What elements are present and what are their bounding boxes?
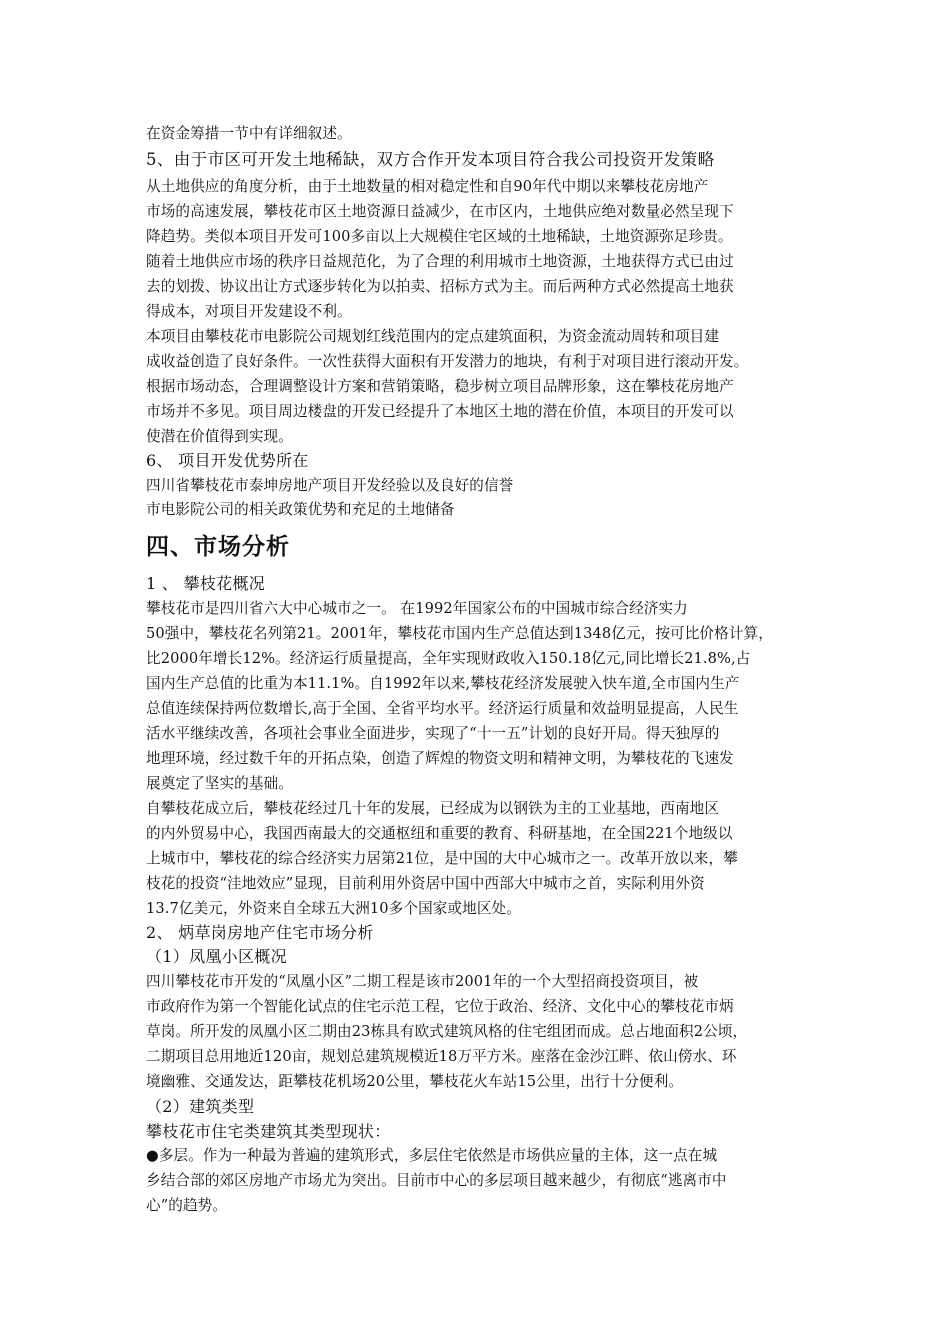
paragraph-line: 乡结合部的郊区房地产市场尤为突出。目前市中心的多层项目越来越少，有彻底“逃离市中 — [146, 1172, 727, 1189]
bullet-line: ●多层。作为一种最为普遍的建筑形式，多层住宅依然是市场供应量的主体，这一点在城 — [146, 1147, 718, 1164]
paragraph-line: 上城市中，攀枝花的综合经济实力居第21位，是中国的大中心城市之一。改革开放以来，攀 — [146, 850, 738, 867]
paragraph-line: 在资金筹措一节中有详细叙述。 — [146, 125, 352, 142]
subheading-6: 6、 项目开发优势所在 — [146, 451, 309, 470]
paragraph-line: 市场并不多见。项目周边楼盘的开发已经提升了本地区土地的潜在价值，本项目的开发可以 — [146, 403, 734, 420]
paragraph-line: 成收益创造了良好条件。一次性获得大面积有开发潜力的地块，有利于对项目进行滚动开发。 — [146, 353, 749, 370]
subheading-5: 5、由于市区可开发土地稀缺，双方合作开发本项目符合我公司投资开发策略 — [146, 150, 715, 169]
paragraph-line: 展奠定了坚实的基础。 — [146, 775, 293, 792]
paragraph-line: 国内生产总值的比重为本11.1%。自1992年以来,攀枝花经济发展驶入快车道,全市国内生产 — [146, 675, 740, 692]
subheading-building-types: 攀枝花市住宅类建筑其类型现状： — [146, 1122, 391, 1141]
subheading-2-1: （1）凤凰小区概况 — [146, 947, 287, 966]
paragraph-line: 比2000年增长12%。经济运行质量提高，全年实现财政收入150.18亿元,同比增长21.8%,占 — [146, 650, 751, 667]
paragraph-line: 根据市场动态，合理调整设计方案和营销策略，稳步树立项目品牌形象，这在攀枝花房地产 — [146, 378, 734, 395]
paragraph-line: 境幽雅、交通发达，距攀枝花机场20公里，攀枝花火车站15公里，出行十分便利。 — [146, 1073, 684, 1090]
subheading-2: 2、 炳草岗房地产住宅市场分析 — [146, 923, 374, 942]
paragraph-line: 四川攀枝花市开发的“凤凰小区”二期工程是该市2001年的一个大型招商投资项目，被 — [146, 973, 699, 990]
paragraph-line: 降趋势。类似本项目开发可100多亩以上大规模住宅区域的土地稀缺，土地资源弥足珍贵。 — [146, 228, 733, 245]
paragraph-line: 去的划拨、协议出让方式逐步转化为以拍卖、招标方式为主。而后两种方式必然提高土地获 — [146, 278, 734, 295]
paragraph-line: 13.7亿美元，外资来自全球五大洲10多个国家或地区处。 — [146, 900, 521, 917]
paragraph-line: 使潜在价值得到实现。 — [146, 428, 293, 445]
paragraph-line: 地理环境，经过数千年的开拓点染，创造了辉煌的物资文明和精神文明，为攀枝花的飞速发 — [146, 750, 734, 767]
subheading-2-2: （2）建筑类型 — [146, 1097, 255, 1116]
paragraph-line: 50强中，攀枝花名列第21。2001年，攀枝花市国内生产总值达到1348亿元，按可比价格计算， — [146, 625, 773, 642]
subheading-1: 1 、 攀枝花概况 — [146, 574, 266, 593]
paragraph-line: 随着土地供应市场的秩序日益规范化，为了合理的利用城市土地资源，土地获得方式已由过 — [146, 253, 734, 270]
paragraph-line: 的内外贸易中心，我国西南最大的交通枢纽和重要的教育、科研基地，在全国221个地级以 — [146, 825, 733, 842]
paragraph-line: 市场的高速发展，攀枝花市区土地资源日益减少，在市区内，土地供应绝对数量必然呈现下 — [146, 203, 734, 220]
section-heading-market-analysis: 四、市场分析 — [146, 534, 290, 560]
paragraph-line: 从土地供应的角度分析，由于土地数量的相对稳定性和自90年代中期以来攀枝花房地产 — [146, 178, 709, 195]
paragraph-line: 总值连续保持两位数增长,高于全国、全省平均水平。经济运行质量和效益明显提高，人民生 — [146, 700, 739, 717]
paragraph-line: 枝花的投资“洼地效应”显现，目前利用外资居中国中西部大中城市之首，实际利用外资 — [146, 875, 705, 892]
paragraph-line: 二期项目总用地近120亩，规划总建筑规模近18万平方米。座落在金沙江畔、依山傍水、环 — [146, 1048, 737, 1065]
paragraph-line: 心”的趋势。 — [146, 1197, 228, 1214]
paragraph-line: 活水平继续改善，各项社会事业全面进步，实现了“十一五”计划的良好开局。得天独厚的 — [146, 725, 720, 742]
list-line: 市电影院公司的相关政策优势和充足的土地储备 — [146, 501, 455, 518]
paragraph-line: 攀枝花市是四川省六大中心城市之一。 在1992年国家公布的中国城市综合经济实力 — [146, 600, 688, 617]
paragraph-line: 草岗。所开发的凤凰小区二期由23栋具有欧式建筑风格的住宅组团而成。总占地面积2公顷， — [146, 1023, 748, 1040]
paragraph-line: 自攀枝花成立后，攀枝花经过几十年的发展，已经成为以钢铁为主的工业基地，西南地区 — [146, 800, 720, 817]
list-line: 四川省攀枝花市泰坤房地产项目开发经验以及良好的信誉 — [146, 477, 514, 494]
paragraph-line: 得成本，对项目开发建设不利。 — [146, 303, 352, 320]
paragraph-line: 本项目由攀枝花市电影院公司规划红线范围内的定点建筑面积，为资金流动周转和项目建 — [146, 328, 720, 345]
paragraph-line: 市政府作为第一个智能化试点的住宅示范工程，它位于政治、经济、文化中心的攀枝花市炳 — [146, 998, 734, 1015]
